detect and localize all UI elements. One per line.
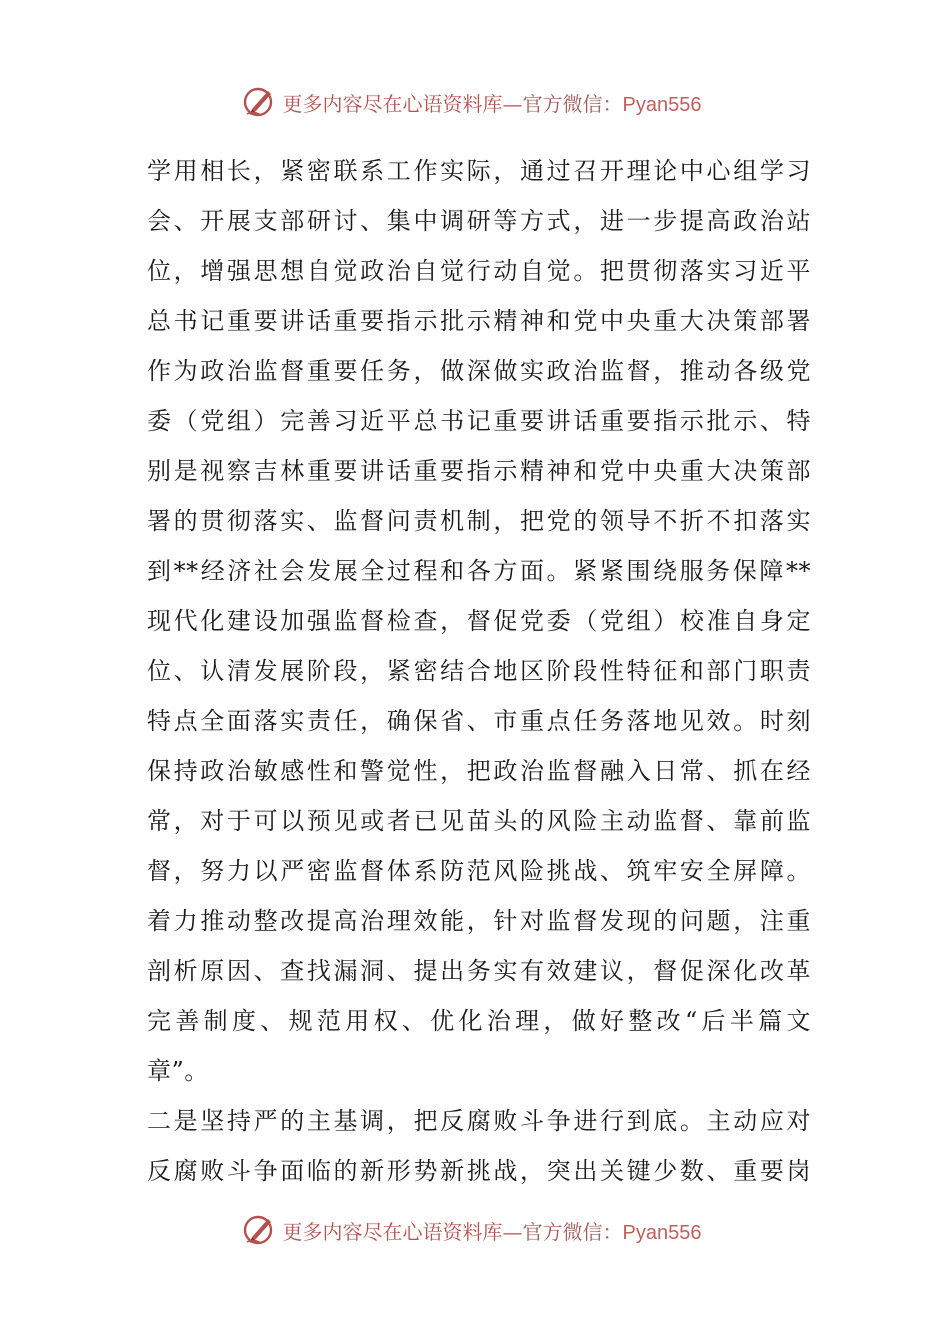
body-line-1: 学用相长，紧密联系工作实际，通过召开理论中心组学习 [147, 157, 811, 185]
footer-banner [0, 1210, 950, 1250]
body-line-10: 现代化建设加强监督检查，督促党委（党组）校准自身定 [147, 607, 811, 635]
header-site-text: 更多内容尽在心语资料库 [282, 91, 503, 116]
body-line-13: 保持政治敏感性和警觉性，把政治监督融入日常、抓在经 [147, 757, 811, 785]
body-line-6: 委（党组）完善习近平总书记重要讲话重要指示批示、特 [147, 407, 811, 435]
pen-logo-icon [241, 84, 277, 120]
footer-site-text: 更多内容尽在心语资料库 [282, 1219, 503, 1244]
body-line-18: 完善制度、规范用权、优化治理，做好整改“后半篇文 [147, 1007, 811, 1035]
footer-banner-text [283, 1216, 702, 1245]
pen-logo-icon [241, 1212, 277, 1248]
body-line-12: 特点全面落实责任，确保省、市重点任务落地见效。时刻 [147, 707, 811, 735]
footer-wechat-label: 官方微信： [522, 1219, 623, 1244]
body-line-4: 总书记重要讲话重要指示批示精神和党中央重大决策部署 [147, 307, 811, 335]
body-line-21: 反腐败斗争面临的新形势新挑战，突出关键少数、重要岗 [147, 1157, 811, 1185]
footer-banner-inner [241, 1212, 702, 1248]
body-line-8: 署的贯彻落实、监督问责机制，把党的领导不折不扣落实 [147, 507, 811, 535]
document-body [147, 146, 811, 1196]
body-line-11: 位、认清发展阶段，紧密结合地区阶段性特征和部门职责 [147, 657, 811, 685]
body-line-5: 作为政治监督重要任务，做深做实政治监督，推动各级党 [147, 357, 811, 385]
header-banner [0, 82, 950, 122]
body-line-14: 常，对于可以预见或者已见苗头的风险主动监督、靠前监 [147, 807, 811, 835]
body-line-16: 着力推动整改提高治理效能，针对监督发现的问题，注重 [147, 907, 811, 935]
header-banner-text [283, 88, 702, 117]
footer-dash: — [502, 1219, 523, 1244]
body-line-7: 别是视察吉林重要讲话重要指示精神和党中央重大决策部 [147, 457, 811, 485]
footer-wechat-id: Pyan556 [622, 1221, 702, 1244]
body-line-2: 会、开展支部研讨、集中调研等方式，进一步提高政治站 [147, 207, 811, 235]
body-line-17: 剖析原因、查找漏洞、提出务实有效建议，督促深化改革 [147, 957, 811, 985]
body-line-9: 到**经济社会发展全过程和各方面。紧紧围绕服务保障** [147, 557, 811, 585]
header-dash: — [502, 91, 523, 116]
header-wechat-id: Pyan556 [622, 93, 702, 116]
body-line-20: 二是坚持严的主基调，把反腐败斗争进行到底。主动应对 [147, 1107, 811, 1135]
body-line-15: 督，努力以严密监督体系防范风险挑战、筑牢安全屏障。 [147, 857, 811, 885]
body-line-3: 位，增强思想自觉政治自觉行动自觉。把贯彻落实习近平 [147, 257, 811, 285]
body-line-19: 章”。 [147, 1057, 209, 1085]
header-wechat-label: 官方微信： [522, 91, 623, 116]
header-banner-inner [241, 84, 702, 120]
